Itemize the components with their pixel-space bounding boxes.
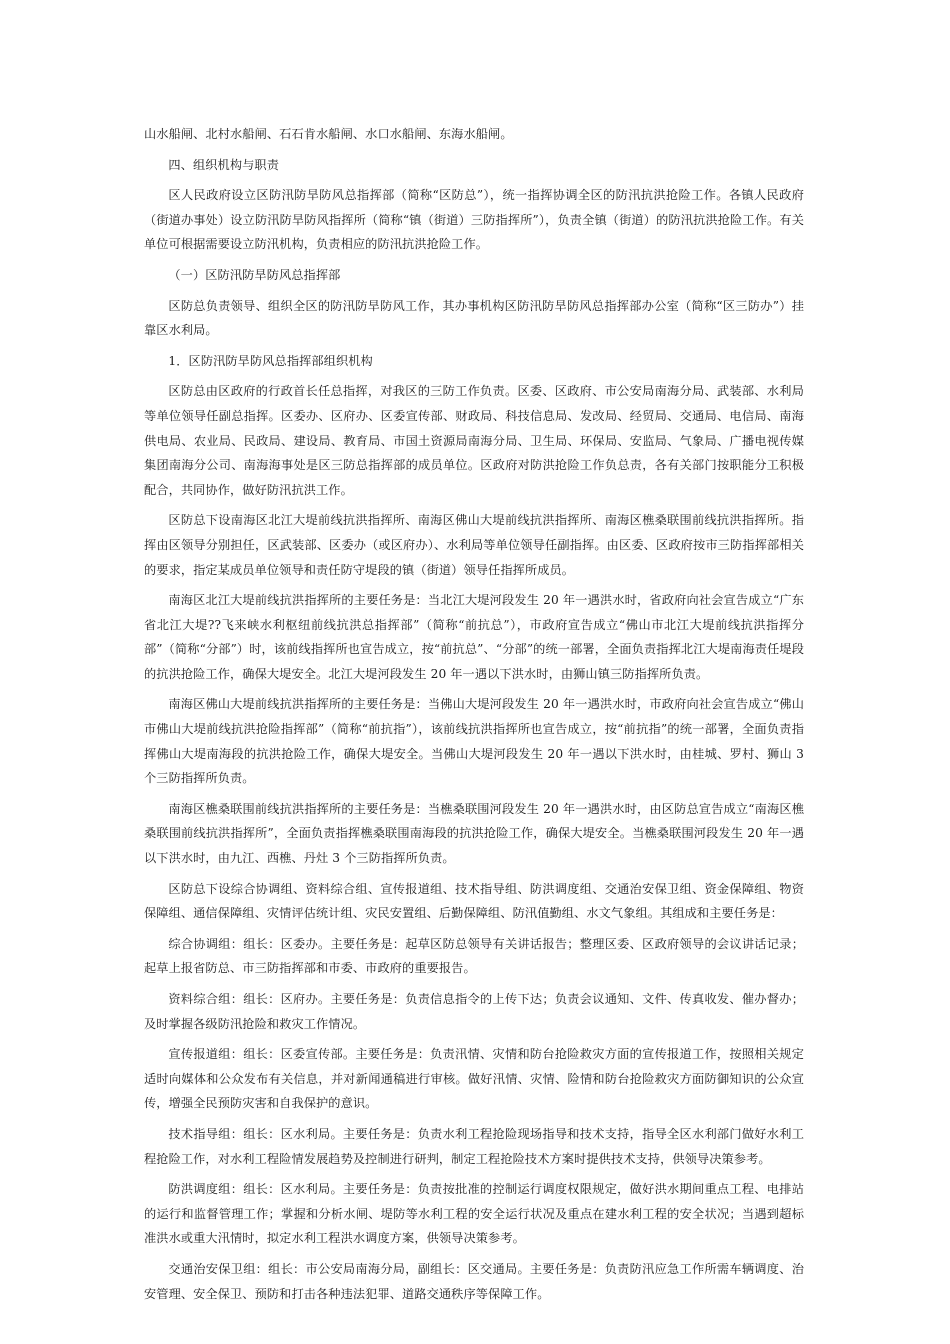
paragraph-technical-group: 技术指导组：组长：区水利局。主要任务是：负责水利工程抢险现场指导和技术支持，指导全区水利部门做好水利工程抢险工作，对水利工程险情发展趋势及控制进行研判，制定工程抢险技术方案时提供技术支持，供领导决策参考。	[144, 1126, 804, 1166]
section-heading-organization: 四、组织机构与职责	[168, 157, 279, 172]
paragraph-publicity-group: 宣传报道组：组长：区委宣传部。主要任务是：负责汛情、灾情和防台抢险救灾方面的宣传报道工作，按照相关规定适时向媒体和公众发布有关信息，并对新闻通稿进行审核。做好汛情、灾情、险情和防台抢险救灾方面防御知识的公众宣传，增强全民预防灾害和自我保护的意识。	[144, 1047, 804, 1111]
paragraph-continuation: 山水船闸、北村水船闸、石石肯水船闸、水口水船闸、东海水船闸。	[144, 127, 513, 141]
paragraph-commander: 区防总由区政府的行政首长任总指挥，对我区的三防工作负责。区委、区政府、市公安局南海分局、武装部、水利局等单位领导任副总指挥。区委办、区府办、区委宣传部、财政局、科技信息局、发改局、经贸局、交通局、电信局、南海供电局、农业局、民政局、建设局、教育局、市国土资源局南海分局、卫生局、环保局、安监局、气象局、广播电视传媒集团南海分公司、南海海事处是区三防总指挥部的成员单位。区政府对防洪抢险工作负总责，各有关部门按职能分工积极配合，共同协作，做好防汛抗洪工作。	[144, 384, 804, 497]
paragraph-qiaosang-levee: 南海区樵桑联围前线抗洪指挥所的主要任务是：当樵桑联围河段发生 20 年一遇洪水时，由区防总宣告成立“南海区樵桑联围前线抗洪指挥所”，全面负责指挥樵桑联围南海段的抗洪抢险工作，确保大堤安全。当樵桑联围河段发生 20 年一遇以下洪水时，由九江、西樵、丹灶 3 个三防指挥所负责。	[144, 801, 804, 866]
paragraph-foshan-levee: 南海区佛山大堤前线抗洪指挥所的主要任务是：当佛山大堤河段发生 20 年一遇洪水时，市政府向社会宣告成立“佛山市佛山大堤前线抗洪抢险指挥部”（简称“前抗指”），该前线抗洪指挥所也宣告成立，按“前抗指”的统一部署，全面负责指挥佛山大堤南海段的抗洪抢险工作，确保大堤安全。当佛山大堤河段发生 20 年一遇以下洪水时，由桂城、罗村、狮山 3 个三防指挥所负责。	[144, 697, 804, 786]
paragraph-district-command: 区人民政府设立区防汛防旱防风总指挥部（简称“区防总”），统一指挥协调全区的防汛抗洪抢险工作。各镇人民政府（街道办事处）设立防汛防旱防风指挥所（简称“镇（街道）三防指挥所”），负责全镇（街道）的防汛抗洪抢险工作。有关单位可根据需要设立防汛机构，负责相应的防汛抗洪抢险工作。	[144, 188, 804, 252]
item-heading-organization-structure: 1．区防汛防旱防风总指挥部组织机构	[168, 353, 373, 368]
paragraph-front-line-posts: 区防总下设南海区北江大堤前线抗洪指挥所、南海区佛山大堤前线抗洪指挥所、南海区樵桑联围前线抗洪指挥所。指挥由区领导分别担任，区武装部、区委办（或区府办）、水利局等单位领导任副指挥。由区委、区政府按市三防指挥部相关的要求，指定某成员单位领导和责任防守堤段的镇（街道）领导任指挥所成员。	[144, 513, 804, 577]
paragraph-coordination-group: 综合协调组：组长：区委办。主要任务是：起草区防总领导有关讲话报告；整理区委、区政府领导的会议讲话记录；起草上报省防总、市三防指挥部和市委、市政府的重要报告。	[144, 936, 804, 976]
paragraph-working-groups: 区防总下设综合协调组、资料综合组、宣传报道组、技术指导组、防洪调度组、交通治安保卫组、资金保障组、物资保障组、通信保障组、灾情评估统计组、灾民安置组、后勤保障组、防汛值勤组、水文气象组。其组成和主要任务是：	[144, 881, 804, 921]
document-page	[144, 122, 804, 1312]
paragraph-traffic-security-group: 交通治安保卫组：组长：市公安局南海分局，副组长：区交通局。主要任务是：负责防汛应急工作所需车辆调度、治安管理、安全保卫、预防和打击各种违法犯罪、道路交通秩序等保障工作。	[144, 1261, 804, 1301]
paragraph-headquarters-duty: 区防总负责领导、组织全区的防汛防旱防风工作，其办事机构区防汛防旱防风总指挥部办公室（简称“区三防办”）挂靠区水利局。	[144, 298, 804, 338]
paragraph-flood-dispatch-group: 防洪调度组：组长：区水利局。主要任务是：负责按批准的控制运行调度权限规定，做好洪水期间重点工程、电排站的运行和监督管理工作；掌握和分析水闸、堤防等水利工程的安全运行状况及重点在建水利工程的安全状况；当遇到超标准洪水或重大汛情时，拟定水利工程洪水调度方案，供领导决策参考。	[144, 1182, 804, 1246]
paragraph-beijiang-levee: 南海区北江大堤前线抗洪指挥所的主要任务是：当北江大堤河段发生 20 年一遇洪水时，省政府向社会宣告成立“广东省北江大堤??飞来峡水利枢纽前线抗洪总指挥部”（简称“前抗总”），市政府宣告成立“佛山市北江大堤前线抗洪指挥分部”（简称“分部”）时，该前线指挥所也宣告成立，按“前抗总”、“分部”的统一部署，全面负责指挥北江大堤南海责任堤段的抗洪抢险工作，确保大堤安全。北江大堤河段发生 20 年一遇以下洪水时，由狮山镇三防指挥所负责。	[144, 593, 804, 681]
paragraph-information-group: 资料综合组：组长：区府办。主要任务是：负责信息指令的上传下达；负责会议通知、文件、传真收发、催办督办；及时掌握各级防汛抢险和救灾工作情况。	[144, 992, 804, 1031]
subsection-heading-headquarters: （一）区防汛防旱防风总指挥部	[168, 267, 341, 282]
